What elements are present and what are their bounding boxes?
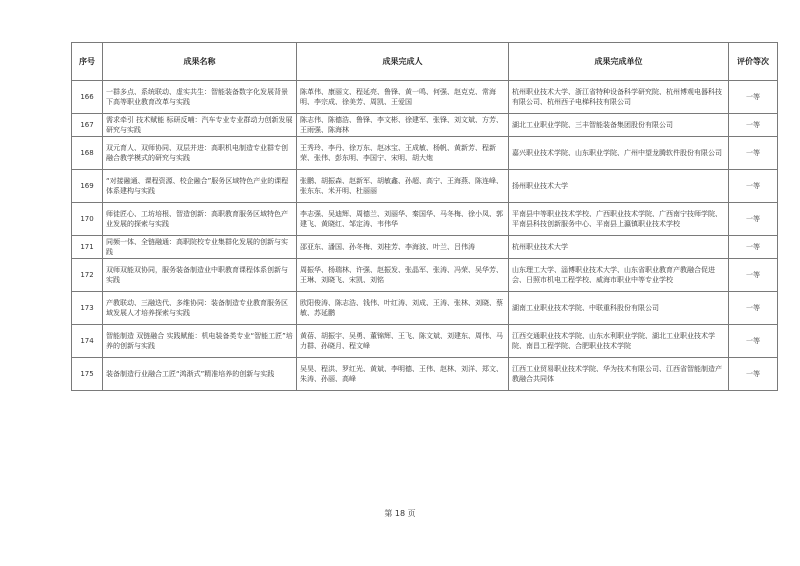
cell-no: 173 <box>72 292 103 325</box>
header-grade: 评价等次 <box>729 43 778 81</box>
table-row <box>72 170 778 203</box>
page-number: 第 18 页 <box>384 509 416 518</box>
header-people: 成果完成人 <box>297 43 509 81</box>
cell-grade: 一等 <box>729 236 778 259</box>
table-row <box>72 137 778 170</box>
header-no: 序号 <box>72 43 103 81</box>
cell-unit: 扬州职业技术大学 <box>509 170 729 203</box>
table-row <box>72 203 778 236</box>
cell-people: 李志强、吴迪辉、周德兰、刘丽华、秦国华、马冬梅、徐小凤、郭建飞、黄晓红、邹定涛、韦伟华 <box>297 203 509 236</box>
cell-unit: 杭州职业技术大学、浙江省特种设备科学研究院、杭州博观电器科技有限公司、杭州西子电梯科技有限公司 <box>509 81 729 114</box>
table-row <box>72 358 778 391</box>
cell-grade: 一等 <box>729 170 778 203</box>
cell-unit: 平南县中等职业技术学校、广西职业技术学院、广西南宁技师学院、平南县科技创新服务中心、平南县上瀛镇职业技术学校 <box>509 203 729 236</box>
cell-grade: 一等 <box>729 81 778 114</box>
cell-unit: 江西工业贸易职业技术学院、华为技术有限公司、江西省智能制造产教融合共同体 <box>509 358 729 391</box>
cell-grade: 一等 <box>729 137 778 170</box>
cell-grade: 一等 <box>729 325 778 358</box>
cell-name: 师徒匠心、工坊培根、智造创新：高职教育服务区域特色产业发展的探索与实践 <box>103 203 297 236</box>
cell-grade: 一等 <box>729 114 778 137</box>
cell-name: 需求牵引 技术赋能 标研反哺：汽车专业专业群动力创新发展研究与实践 <box>103 114 297 137</box>
cell-no: 167 <box>72 114 103 137</box>
header-unit: 成果完成单位 <box>509 43 729 81</box>
cell-people: 欧阳俊涛、陈志浩、钱伟、叶红涛、刘成、王涛、张林、刘晓、蔡敏、苏延鹏 <box>297 292 509 325</box>
cell-no: 174 <box>72 325 103 358</box>
cell-name: “对接融通、课程资源、校企融合”服务区域特色产业的课程体系建构与实践 <box>103 170 297 203</box>
cell-name: 一群多点、系统联动、虚实共生：智能装备数字化发展背景下高等职业教育改革与实践 <box>103 81 297 114</box>
cell-grade: 一等 <box>729 358 778 391</box>
cell-no: 168 <box>72 137 103 170</box>
table-row <box>72 259 778 292</box>
cell-unit: 山东理工大学、淄博职业技术大学、山东省职业教育产教融合促进会、日照市机电工程学校、威海市职业中等专业学校 <box>509 259 729 292</box>
table-row <box>72 114 778 137</box>
cell-no: 166 <box>72 81 103 114</box>
cell-people: 王秀玲、李丹、徐万东、赵冰宝、王成敏、杨帆、黄新芳、程新荣、张伟、彭东明、李国宁、宋明、胡大炮 <box>297 137 509 170</box>
cell-people: 邵亚东、潘国、孙冬梅、刘桂芳、李海波、叶兰、吕伟涛 <box>297 236 509 259</box>
cell-no: 170 <box>72 203 103 236</box>
table-header-row <box>72 43 778 81</box>
cell-people: 黄蓓、胡振宇、吴勇、董锦辉、王飞、陈文斌、刘建东、周伟、马力群、孙晓月、程文峰 <box>297 325 509 358</box>
awards-table <box>71 42 778 391</box>
cell-name: 智能制造 双链融合 实践赋能：机电装备类专业“智能工匠”培养的创新与实践 <box>103 325 297 358</box>
cell-unit: 江西交通职业技术学院、山东水利职业学院、湖北工业职业技术学院、南昌工程学院、合肥职业技术学院 <box>509 325 729 358</box>
cell-grade: 一等 <box>729 203 778 236</box>
cell-no: 172 <box>72 259 103 292</box>
cell-name: 同频一体、全链融通：高职院校专业集群化发展的创新与实践 <box>103 236 297 259</box>
table-row <box>72 81 778 114</box>
cell-unit: 嘉兴职业技术学院、山东职业学院、广州中望龙腾软件股份有限公司 <box>509 137 729 170</box>
cell-grade: 一等 <box>729 292 778 325</box>
table-row <box>72 325 778 358</box>
cell-people: 陈革伟、康丽文、程延亮、鲁锋、黄一鸣、何强、赵克克、常海明、李宗成、徐美芳、周凯、王爱国 <box>297 81 509 114</box>
table-row <box>72 292 778 325</box>
cell-unit: 湖南工业职业技术学院、中联重科股份有限公司 <box>509 292 729 325</box>
cell-people: 陈志伟、陈德浩、鲁锋、李文彬、徐建军、张锋、刘文斌、方芳、王雨强、陈海林 <box>297 114 509 137</box>
header-name: 成果名称 <box>103 43 297 81</box>
cell-no: 175 <box>72 358 103 391</box>
cell-name: 双元育人、双师协同、双层并进：高职机电制造专业群专创融合教学模式的研究与实践 <box>103 137 297 170</box>
cell-name: 装备制造行业融合工匠“鸿渐式”精准培养的创新与实践 <box>103 358 297 391</box>
cell-no: 171 <box>72 236 103 259</box>
cell-unit: 杭州职业技术大学 <box>509 236 729 259</box>
cell-grade: 一等 <box>729 259 778 292</box>
cell-name: 双师双能双协同，服务装备制造业中职教育课程体系创新与实践 <box>103 259 297 292</box>
table-row <box>72 236 778 259</box>
cell-people: 吴昊、程洪、罗红光、黄斌、李明德、王伟、赵林、刘洋、郑文、朱涛、孙丽、高峰 <box>297 358 509 391</box>
cell-no: 169 <box>72 170 103 203</box>
cell-unit: 湖北工业职业学院、三丰智能装备集团股份有限公司 <box>509 114 729 137</box>
cell-people: 周振华、杨瑞林、许强、赵振发、张晶军、张涛、冯荣、吴华芳、王琳、刘晓飞、宋凯、刘铭 <box>297 259 509 292</box>
cell-people: 张鹏、胡振森、赵新军、胡敏鑫、孙超、高宁、王海燕、陈连峰、张东东、米开明、杜丽丽 <box>297 170 509 203</box>
cell-name: 产教联动、三融迭代、多维协同：装备制造专业教育服务区域发展人才培养探索与实践 <box>103 292 297 325</box>
